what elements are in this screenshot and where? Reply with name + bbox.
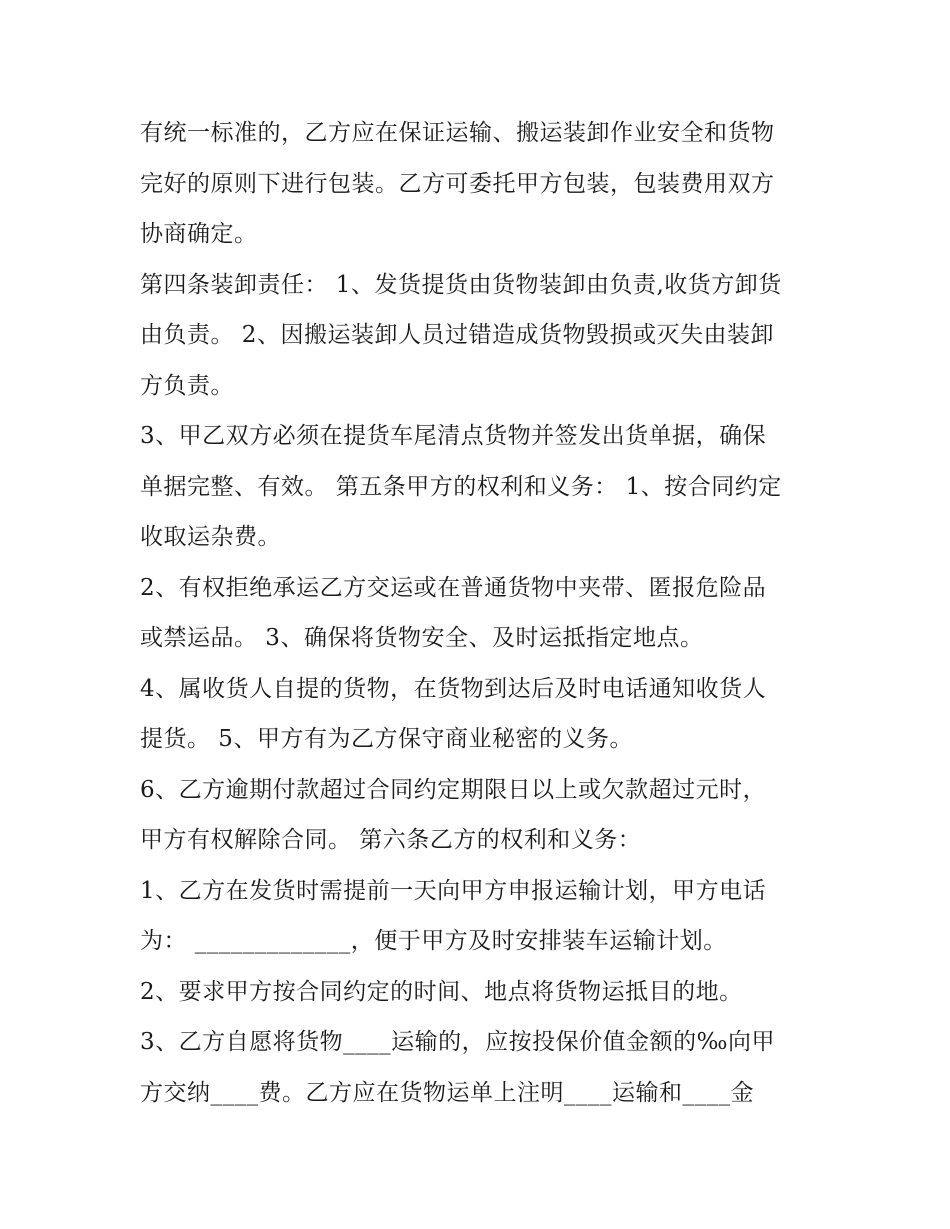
text-line: 或禁运品。 3、确保将货物安全、及时运抵指定地点。	[140, 625, 704, 651]
text-line: 1、乙方在发货时需提前一天向甲方申报运输计划，甲方电话	[140, 877, 767, 904]
paragraph-article-4-item-3	[140, 411, 820, 563]
text-line: 3、乙方自愿将货物____运输的，应按投保价值金额的‰向甲	[140, 1029, 775, 1055]
text-line: 2、要求甲方按合同约定的时间、地点将货物运抵目的地。	[140, 978, 743, 1005]
text-line: 2、有权拒绝承运乙方交运或在普通货物中夹带、匿报危险品	[140, 574, 767, 601]
text-line: 3、甲乙双方必须在提货车尾清点货物并签发出货单据，确保	[140, 423, 767, 449]
text-line: 完好的原则下进行包装。乙方可委托甲方包装，包装费用双方	[140, 170, 775, 197]
text-line: 4、属收货人自提的货物，在货物到达后及时电话通知收货人	[140, 675, 767, 702]
text-line: 有统一标准的，乙方应在保证运输、搬运装卸作业安全和货物	[140, 120, 775, 146]
text-line: 方负责。	[140, 372, 234, 399]
paragraph-article-6-item-2	[140, 967, 820, 1018]
text-line: 6、乙方逾期付款超过合同约定期限日以上或欠款超过元时，	[140, 776, 767, 803]
text-line: 单据完整、有效。 第五条甲方的权利和义务： 1、按合同约定	[140, 473, 782, 500]
text-line: 第四条装卸责任： 1、发货提货由货物装卸由负责,收货方卸货	[140, 271, 782, 298]
text-line: 由负责。 2、因搬运装卸人员过错造成货物毁损或灭失由装卸	[140, 322, 774, 348]
text-line: 收取运杂费。	[140, 524, 281, 550]
paragraph-article-5-item-4	[140, 664, 820, 765]
text-line: 甲方有权解除合同。 第六条乙方的权利和义务：	[140, 827, 642, 853]
paragraph-packaging	[140, 108, 820, 260]
paragraph-article-6-item-1	[140, 866, 820, 967]
text-line: 为： _____________，便于甲方及时安排装车运输计划。	[140, 928, 727, 954]
text-line: 提货。 5、甲方有为乙方保守商业秘密的义务。	[140, 726, 633, 752]
paragraph-article-5-item-6	[140, 765, 820, 866]
text-line: 协商确定。	[140, 221, 258, 247]
text-line: 方交纳____费。乙方应在货物运单上注明____运输和____金	[140, 1079, 754, 1106]
paragraph-article-5-item-2	[140, 563, 820, 664]
paragraph-article-6-item-3	[140, 1017, 820, 1118]
document-body	[140, 108, 820, 1118]
paragraph-article-4	[140, 260, 820, 412]
